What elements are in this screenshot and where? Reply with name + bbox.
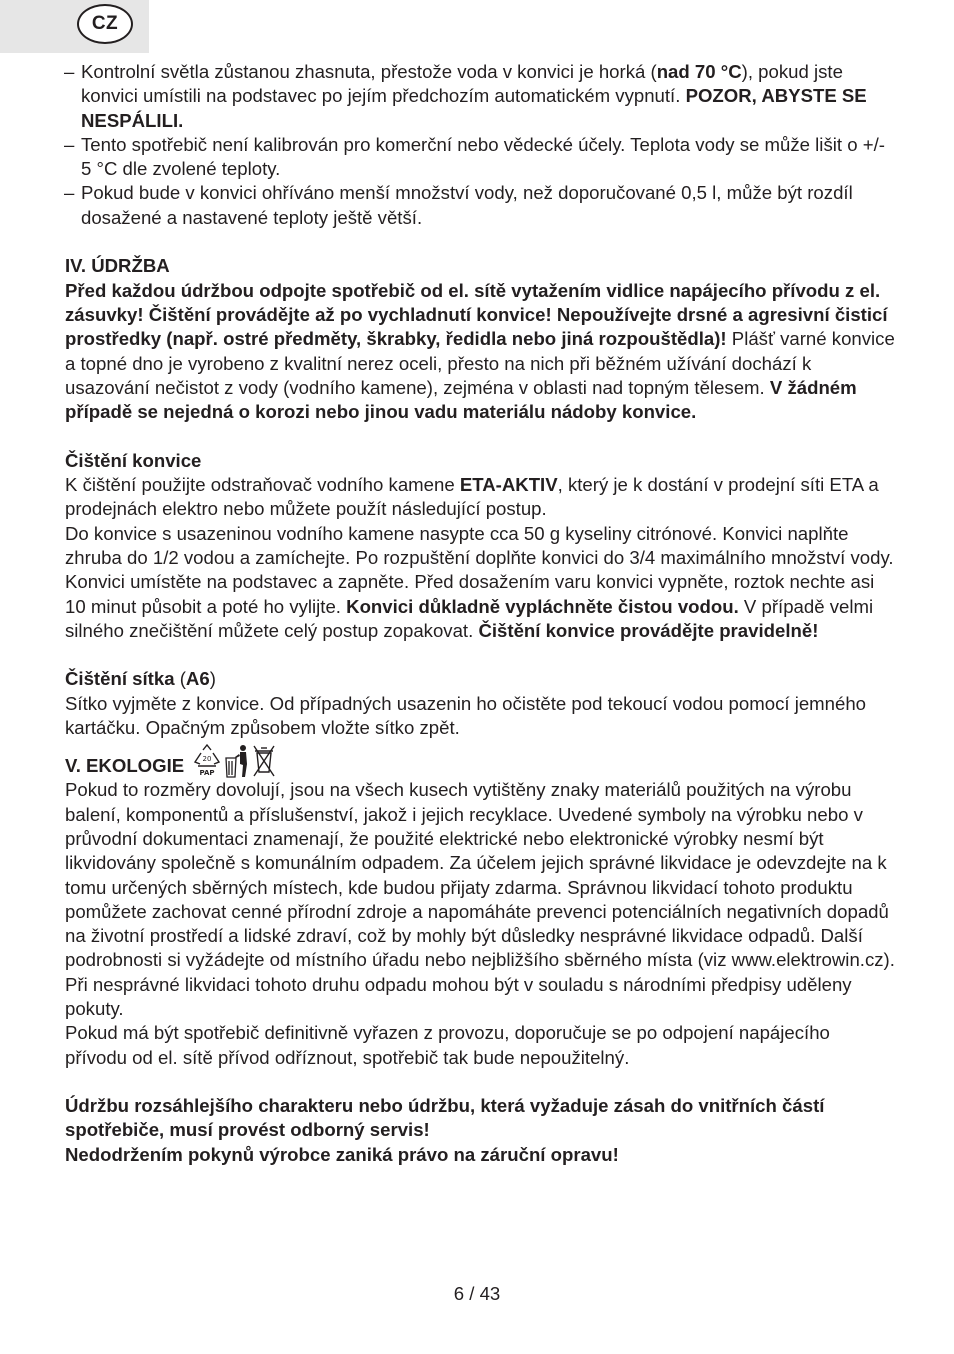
- bullet-item: – Pokud bude v konvici ohříváno menší množství vody, než doporučované 0,5 l, může být rozdíl dosažené a nastavené teploty ještě větší.: [64, 182, 853, 228]
- section-heading-ecology: V. EKOLOGIE: [65, 755, 185, 777]
- text-run: Čištění konvice provádějte pravidelně!: [478, 619, 819, 641]
- page-number: 6 / 43: [453, 1283, 501, 1304]
- crossed-bin-icon: [252, 744, 276, 778]
- text-run: ETA-AKTIV: [459, 474, 558, 496]
- cleaning-heading: Čištění konvice: [65, 449, 202, 471]
- text-run: Do konvice s usazeninou vodního kamene nasypte cca 50 g kyseliny citrónové. Konvici naplňte zhruba do 1/2 vodou a zamíchejte. Po rozpuštění doplňte konvici do 3/4 maximálního množství vody. Konvici umístěte na podstavec a zapněte. Před dosažením varu konvici vypněte, roztok nechte asi 10 minut působit a poté ho vylijte.: [65, 522, 894, 617]
- manual-content: [65, 60, 895, 1167]
- ecology-icons: [192, 744, 276, 778]
- text-run: Před každou údržbou odpojte spotřebič od el. sítě vytažením vidlice napájecího přívodu z el. zásuvky! Čištění provádějte až po vychladnutí konvice! Nepoužívejte drsné a agresivní čisticí prostředky (např. ostré předměty, škrabky, ředidla nebo jiná rozpouštědla)!: [65, 279, 888, 350]
- bullet-item: – Tento spotřebič není kalibrován pro komerční nebo vědecké účely. Teplota vody se může lišit o +/- 5 °C dle zvolené teploty.: [64, 133, 885, 180]
- cleaning-paragraph-1: [65, 473, 895, 522]
- warranty-note: Nedodržením pokynů výrobce zaniká právo na záruční opravu!: [65, 1143, 619, 1165]
- language-badge: CZ: [77, 4, 133, 44]
- cleaning-paragraph-2: [65, 522, 895, 643]
- text-run: nad 70 °C: [656, 61, 742, 82]
- tidyman-icon: [224, 744, 250, 778]
- text-run: ), pokud jste konvici umístili na podstavec po jejím předchozím automatickém vypnutí.: [81, 61, 843, 107]
- ecology-paragraph-2: Pokud má být spotřebič definitivně vyřazen z provozu, doporučuje se po odpojení napájecího přívodu od el. sítě přívod odříznout, spotřebič tak bude nepoužitelný.: [65, 1022, 830, 1068]
- text-run: POZOR, ABYSTE SE NESPÁLILI.: [81, 85, 867, 131]
- text-run: Čištění sítka: [65, 668, 175, 690]
- recycle-label: PAP: [199, 769, 215, 778]
- text-run: A6: [185, 668, 210, 690]
- bullet-list: [65, 60, 895, 230]
- maintenance-text: [65, 279, 895, 425]
- text-run: Tento spotřebič není kalibrován pro komerční nebo vědecké účely. Teplota vody se může lišit o +/- 5 °C dle zvolené teploty.: [81, 133, 885, 180]
- service-note: Údržbu rozsáhlejšího charakteru nebo údržbu, která vyžaduje zásah do vnitřních částí spotřebiče, musí provést odborný servis!: [65, 1095, 825, 1141]
- ecology-paragraph-1: Pokud to rozměry dovolují, jsou na všech kusech vytištěny znaky materiálů použitých na výrobu balení, komponentů a příslušenství, jakož i jejich recyklace. Uvedené symboly na výrobku nebo v průvodní dokumentaci znamenají, že použité elektrické nebo elektronické výrobky nesmí být likvidovány společně s komunálním odpadem. Za účelem jejich správné likvidace je odevzdejte na k tomu určených sběrných místech, kde budou přijaty zdarma. Správnou likvidací tohoto produktu pomůžete zachovat cenné přírodní zdroje a napomáháte prevenci potenciálních negativních dopadů na životní prostředí a lidské zdraví, což by mohly být důsledky nesprávné likvidace odpadů. Další podrobnosti si vyžádejte od místního úřadu nebo nejbližšího sběrného místa (viz www.elektrowin.cz). Při nesprávné likvidaci tohoto druhu odpadu mohou být v souladu s národními předpisy uděleny pokuty.: [65, 779, 895, 1019]
- text-run: Konvici důkladně vypláchněte čistou vodou.: [346, 595, 739, 617]
- text-run: V případě velmi silného znečištění můžete celý postup zopakovat.: [65, 595, 874, 641]
- text-run: K čištění použijte odstraňovač vodního kamene: [65, 474, 460, 496]
- text-run: (: [174, 668, 186, 690]
- bullet-item: – Kontrolní světla zůstanou zhasnuta, přestože voda v konvici je horká (nad 70 °C), pokud jste konvici umístili na podstavec po jejím předchozím automatickém vypnutí. POZOR, ABYSTE SE NESPÁLILI.: [64, 61, 867, 131]
- sieve-heading: [65, 667, 895, 691]
- recycle-code: 20: [202, 755, 212, 764]
- text-run: Kontrolní světla zůstanou zhasnuta, přestože voda v konvici je horká (: [81, 61, 657, 82]
- text-run: Pokud bude v konvici ohříváno menší množství vody, než doporučované 0,5 l, může být rozdíl dosažené a nastavené teploty ještě větší.: [81, 182, 853, 228]
- section-heading-maintenance: IV. ÚDRŽBA: [65, 255, 170, 277]
- ecology-heading-row: [65, 740, 895, 778]
- text-run: ): [209, 668, 216, 690]
- language-tab: [0, 0, 149, 53]
- text-run: V žádném případě se nejedná o korozi nebo jinou vadu materiálu nádoby konvice.: [65, 376, 857, 423]
- sieve-text: Sítko vyjměte z konvice. Od případných usazenin ho očistěte pod tekoucí vodou pomocí jemného kartáčku. Opačným způsobem vložte sítko zpět.: [65, 692, 867, 739]
- text-run: , který je k dostání v prodejní síti ETA a prodejnách elektro nebo můžete použít následující postup.: [65, 474, 879, 520]
- recycle-paper-icon: [192, 744, 222, 778]
- text-run: Plášť varné konvice a topné dno je vyrobeno z kvalitní nerez oceli, přesto na nich při běžném užívání dochází k usazování nečistot z vody (vodního kamene), zejména v oblasti nad topným tělesem.: [65, 328, 895, 398]
